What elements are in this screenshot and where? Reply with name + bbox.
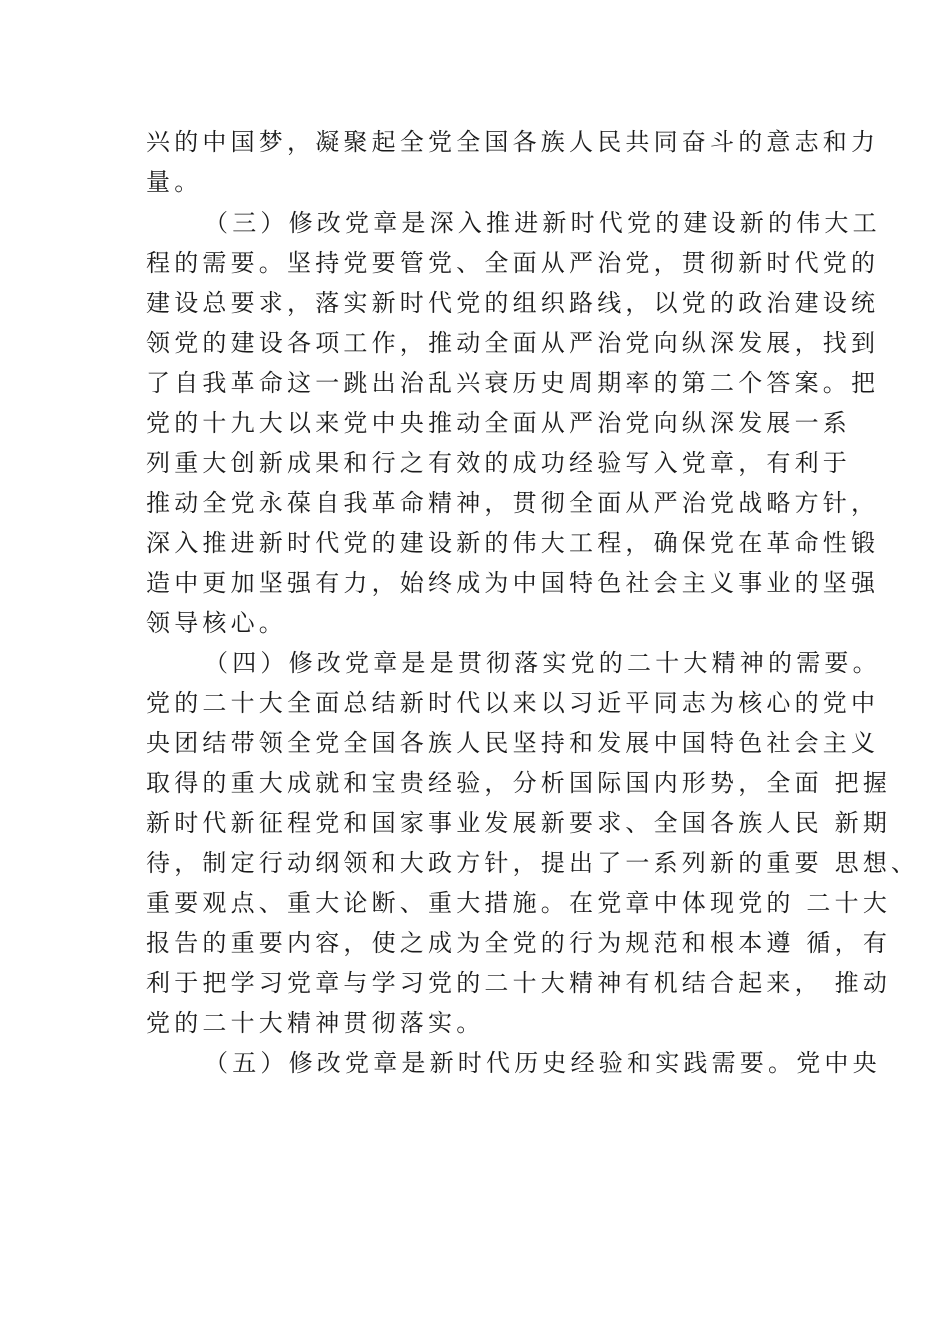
text-line: 推动全党永葆自我革命精神，贯彻全面从严治党战略方针， (146, 489, 880, 517)
text-line: 了自我革命这一跳出治乱兴衰历史周期率的第二个答案。把 (146, 369, 880, 397)
text-line: 量。 (146, 168, 203, 196)
text-line: 利于把学习党章与学习党的二十大精神有机结合起来， 推动 (146, 969, 892, 997)
text-line: 造中更加坚强有力，始终成为中国特色社会主义事业的坚强 (146, 569, 880, 597)
text-line: 深入推进新时代党的建设新的伟大工程，确保党在革命性锻 (146, 529, 880, 557)
text-line: 建设总要求，落实新时代党的组织路线，以党的政治建设统 (146, 289, 880, 317)
text-line: 央团结带领全党全国各族人民坚持和发展中国特色社会主义 (146, 729, 880, 757)
text-line: 报告的重要内容，使之成为全党的行为规范和根本遵 循，有 (146, 929, 892, 957)
text-line: 党的二十大全面总结新时代以来以习近平同志为核心的党中 (146, 689, 880, 717)
text-line: 领党的建设各项工作，推动全面从严治党向纵深发展，找到 (146, 329, 880, 357)
text-line: 重要观点、重大论断、重大措施。在党章中体现党的 二十大 (146, 889, 892, 917)
text-line: 新时代新征程党和国家事业发展新要求、全国各族人民 新期 (146, 809, 892, 837)
text-line: 党的二十大精神贯彻落实。 (146, 1009, 485, 1037)
text-line: 兴的中国梦，凝聚起全党全国各族人民共同奋斗的意志和力 (146, 128, 880, 156)
heading-section-3: （三）修改党章是深入推进新时代党的建设新的伟大工 (204, 209, 881, 237)
text-line: 待，制定行动纲领和大政方针，提出了一系列新的重要 思想、 (146, 849, 920, 877)
heading-section-5: （五）修改党章是新时代历史经验和实践需要。党中央 (204, 1049, 881, 1077)
heading-section-4: （四）修改党章是是贯彻落实党的二十大精神的需要。 (204, 649, 881, 677)
text-line: 列重大创新成果和行之有效的成功经验写入党章，有利于 (146, 449, 851, 477)
text-line: 党的十九大以来党中央推动全面从严治党向纵深发展一系 (146, 409, 851, 437)
text-line: 取得的重大成就和宝贵经验，分析国际国内形势，全面 把握 (146, 769, 892, 797)
text-line: 领导核心。 (146, 609, 287, 637)
text-line: 程的需要。坚持党要管党、全面从严治党，贯彻新时代党的 (146, 249, 880, 277)
